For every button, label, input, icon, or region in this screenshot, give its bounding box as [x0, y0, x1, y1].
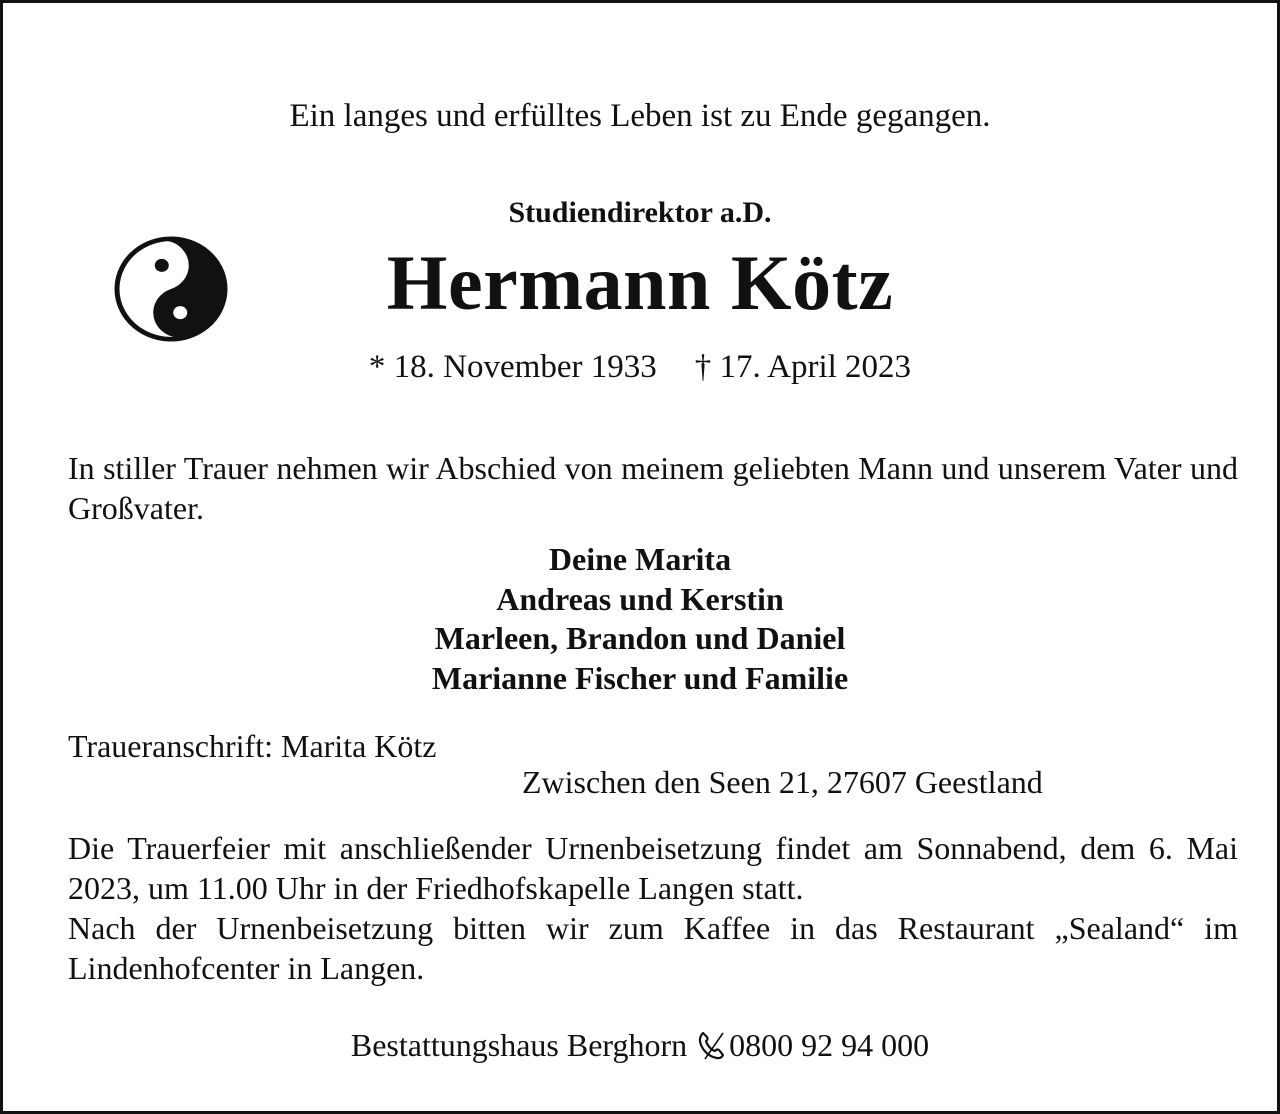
coffee-paragraph: Nach der Urnenbeisetzung bitten wir zum Kaffee in das Restaurant „Sealand“ im Lindenhofcenter in Langen. [68, 910, 1238, 986]
mourners-list [0, 540, 1280, 698]
deceased-name: Hermann Kötz [386, 239, 894, 326]
address-label: Traueranschrift: Marita Kötz [68, 728, 437, 764]
funeral-home-name: Bestattungshaus Berghorn [350, 1027, 688, 1063]
mourner-line: Andreas und Kerstin [496, 580, 784, 617]
address-line: Zwischen den Seen 21, 27607 Geestland [522, 764, 1043, 800]
opening-line: Ein langes und erfülltes Leben ist zu Ende gegangen. [289, 98, 991, 134]
ceremony-paragraph: Die Trauerfeier mit anschließender Urnenbeisetzung findet am Sonnabend, dem 6. Mai 2023, um 11.00 Uhr in der Friedhofskapelle Langen statt. [68, 830, 1238, 906]
mourner-line: Marianne Fischer und Familie [431, 659, 849, 696]
death-date: † 17. April 2023 [694, 349, 912, 385]
mourner-line: Deine Marita [548, 541, 732, 577]
life-dates [0, 349, 1280, 386]
funeral-home-footer [0, 1027, 1280, 1064]
mourner-line: Marleen, Brandon und Daniel [434, 620, 846, 656]
mourning-paragraph: In stiller Trauer nehmen wir Abschied von meinem geliebten Mann und unserem Vater und Großvater. [68, 450, 1238, 526]
profession-title: Studiendirektor a.D. [508, 196, 772, 229]
phone-number: 0800 92 94 000 [729, 1027, 930, 1063]
phone-icon [697, 1030, 725, 1060]
birth-date: * 18. November 1933 [368, 349, 657, 385]
